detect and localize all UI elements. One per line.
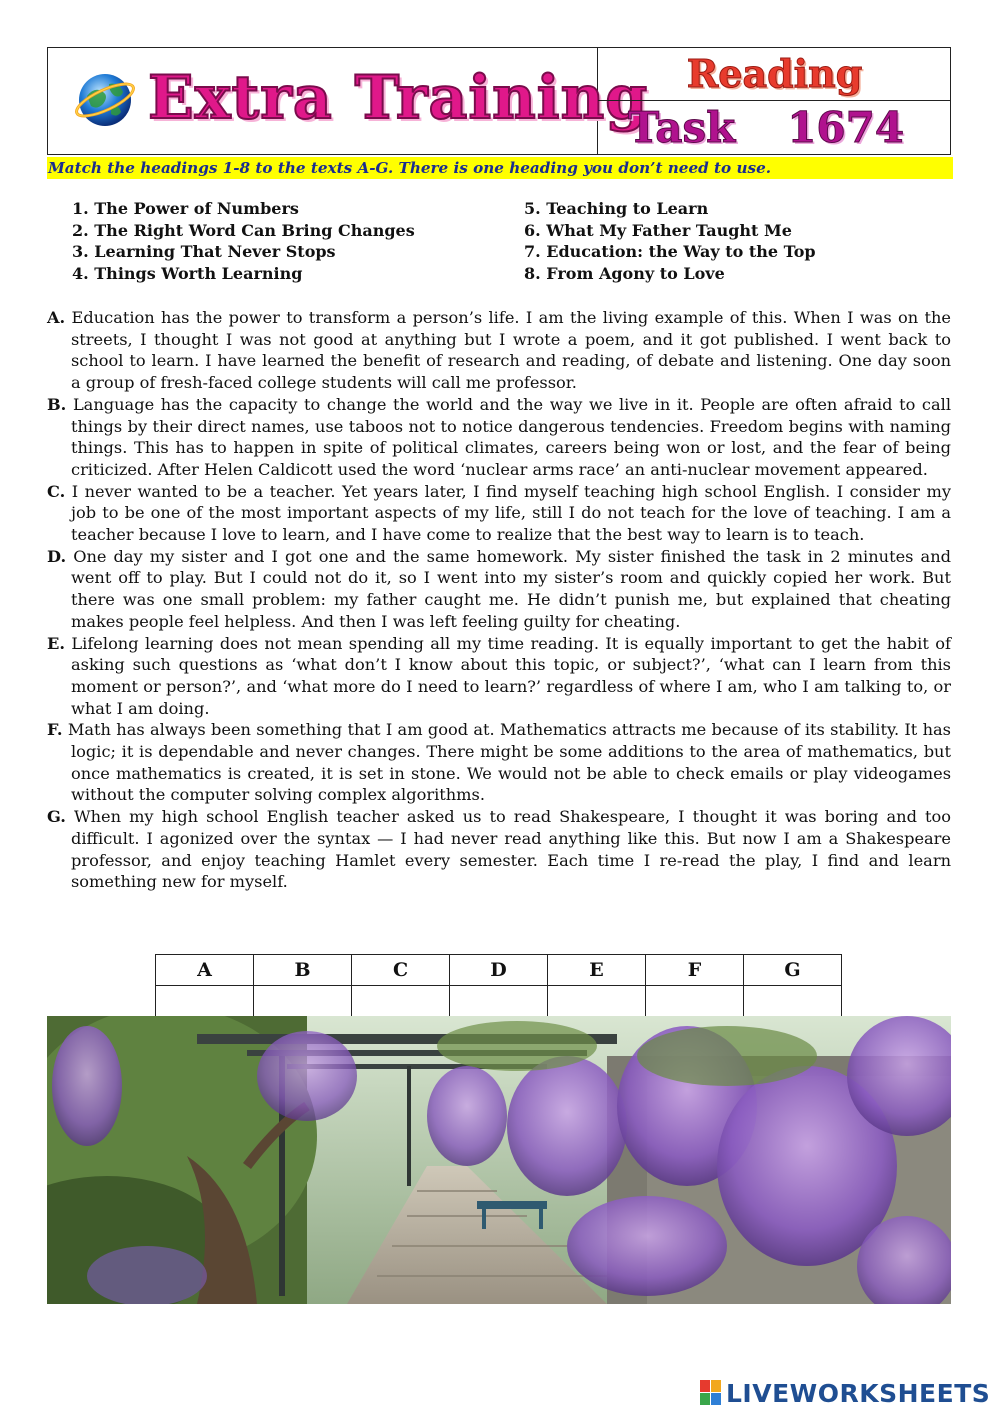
paragraph-body: When my high school English teacher asked us to read Shakespeare, I thought it was boring and too difficult. I agonized over the syntax — I had never read anything like this. But now I am a Shakespeare professor, and enjoy teaching Hamlet every semester. Each time I re-read the play, I find and learn something new for myself. — [71, 807, 951, 892]
task-number: 1674 — [787, 103, 905, 152]
paragraph-body: Math has always been something that I am good at. Mathematics attracts me because of its stability. It has logic; it is dependable and never changes. There might be some additions to the area of mathematics, but once mathematics is created, it is set in stone. We would not be able to check emails or play videogames without the computer solving complex algorithms. — [67, 720, 951, 805]
headings-column-right — [524, 198, 816, 285]
answer-column-header: E — [548, 955, 646, 986]
answer-cell-d[interactable] — [450, 986, 548, 1017]
paragraph-letter: C. — [47, 481, 66, 501]
headings-column-left — [72, 198, 415, 285]
paragraph-body: I never wanted to be a teacher. Yet years later, I find myself teaching high school English. I consider my job to be one of the most important aspects of my life, still I do not teach for the love of teaching. I am a teacher because I love to learn, and I have come to realize that the best way to learn is to teach. — [71, 481, 951, 545]
instruction-bar: Match the headings 1-8 to the texts A-G. There is one heading you don’t need to use. — [47, 157, 953, 179]
answer-column-header: C — [352, 955, 450, 986]
paragraph-letter: D. — [47, 546, 67, 566]
answer-column-header: A — [156, 955, 254, 986]
liveworksheets-blocks-icon — [700, 1380, 722, 1406]
reading-texts — [47, 307, 951, 893]
answer-table — [155, 954, 842, 1017]
task-title — [628, 103, 904, 153]
brand-title: Extra Training — [148, 63, 649, 133]
logo-text: LIVEWORKSHEETS — [726, 1378, 991, 1408]
wisteria-garden-image — [47, 1016, 951, 1304]
liveworksheets-logo[interactable] — [700, 1376, 990, 1410]
paragraph-letter: F. — [47, 720, 63, 740]
skill-cell — [598, 48, 951, 101]
heading-item: 2. The Right Word Can Bring Changes — [72, 220, 415, 240]
answer-cell-a[interactable] — [156, 986, 254, 1017]
text-paragraph — [47, 806, 951, 893]
heading-item: 4. Things Worth Learning — [72, 264, 303, 284]
answer-header-row — [156, 955, 842, 986]
heading-item: 1. The Power of Numbers — [72, 199, 299, 218]
answer-column-header: B — [254, 955, 352, 986]
text-paragraph — [47, 719, 951, 806]
answer-cell-e[interactable] — [548, 986, 646, 1017]
text-paragraph — [47, 546, 951, 633]
worksheet-header — [47, 47, 951, 155]
text-paragraph — [47, 307, 951, 394]
answer-column-header: F — [646, 955, 744, 986]
text-paragraph — [47, 633, 951, 720]
answer-column-header: D — [450, 955, 548, 986]
task-cell — [598, 101, 951, 154]
paragraph-letter: E. — [47, 633, 65, 653]
answer-cell-g[interactable] — [744, 986, 842, 1017]
skill-title: Reading — [686, 51, 863, 96]
paragraph-letter: A. — [47, 308, 66, 327]
answer-cell-b[interactable] — [254, 986, 352, 1017]
heading-item: 6. What My Father Taught Me — [524, 220, 792, 240]
paragraph-body: One day my sister and I got one and the same homework. My sister finished the task in 2 minutes and went off to play. But I could not do it, so I went into my sister’s room and quickly copied her work. But there was one small problem: my father caught me. He didn’t punish me, but explained that cheating makes people feel helpless. And then I was left feeling guilty for cheating. — [71, 546, 951, 631]
answer-column-header: G — [744, 955, 842, 986]
answer-cell-c[interactable] — [352, 986, 450, 1017]
heading-item: 5. Teaching to Learn — [524, 199, 709, 218]
heading-item: 7. Education: the Way to the Top — [524, 242, 816, 262]
answer-input-row — [156, 986, 842, 1017]
paragraph-letter: B. — [47, 394, 67, 414]
task-label: Task — [628, 103, 736, 152]
brand-cell — [48, 48, 649, 154]
text-paragraph — [47, 394, 951, 481]
heading-item: 8. From Agony to Love — [524, 264, 725, 284]
paragraph-body: Education has the power to transform a person’s life. I am the living example of this. When I was on the streets, I thought I was not good at anything but I wrote a poem, and it got published. I went back to school to learn. I have learned the benefit of research and reading, of debate and listening. One day soon a group of fresh-faced college students will call me professor. — [71, 308, 952, 393]
paragraph-body: Language has the capacity to change the world and the way we live in it. People are often afraid to call things by their direct names, use taboos not to notice dangerous tendencies. Freedom begins with naming things. This has to happen in spite of political climates, careers being won or lost, and the fear of being criticized. After Helen Caldicott used the word ‘nuclear arms race’ an anti-nuclear movement appeared. — [71, 394, 952, 479]
heading-item: 3. Learning That Never Stops — [72, 242, 336, 262]
text-paragraph — [47, 481, 951, 546]
paragraph-letter: G. — [47, 807, 66, 827]
globe-icon — [73, 66, 137, 130]
answer-cell-f[interactable] — [646, 986, 744, 1017]
paragraph-body: Lifelong learning does not mean spending all my time reading. It is equally important to get the habit of asking such questions as ‘what don’t I know about this topic, or subject?’, ‘what can I learn from this moment or person?’, and ‘what more do I need to learn?’ regardless of where I am, who I am talking to, or what I am doing. — [71, 633, 951, 718]
